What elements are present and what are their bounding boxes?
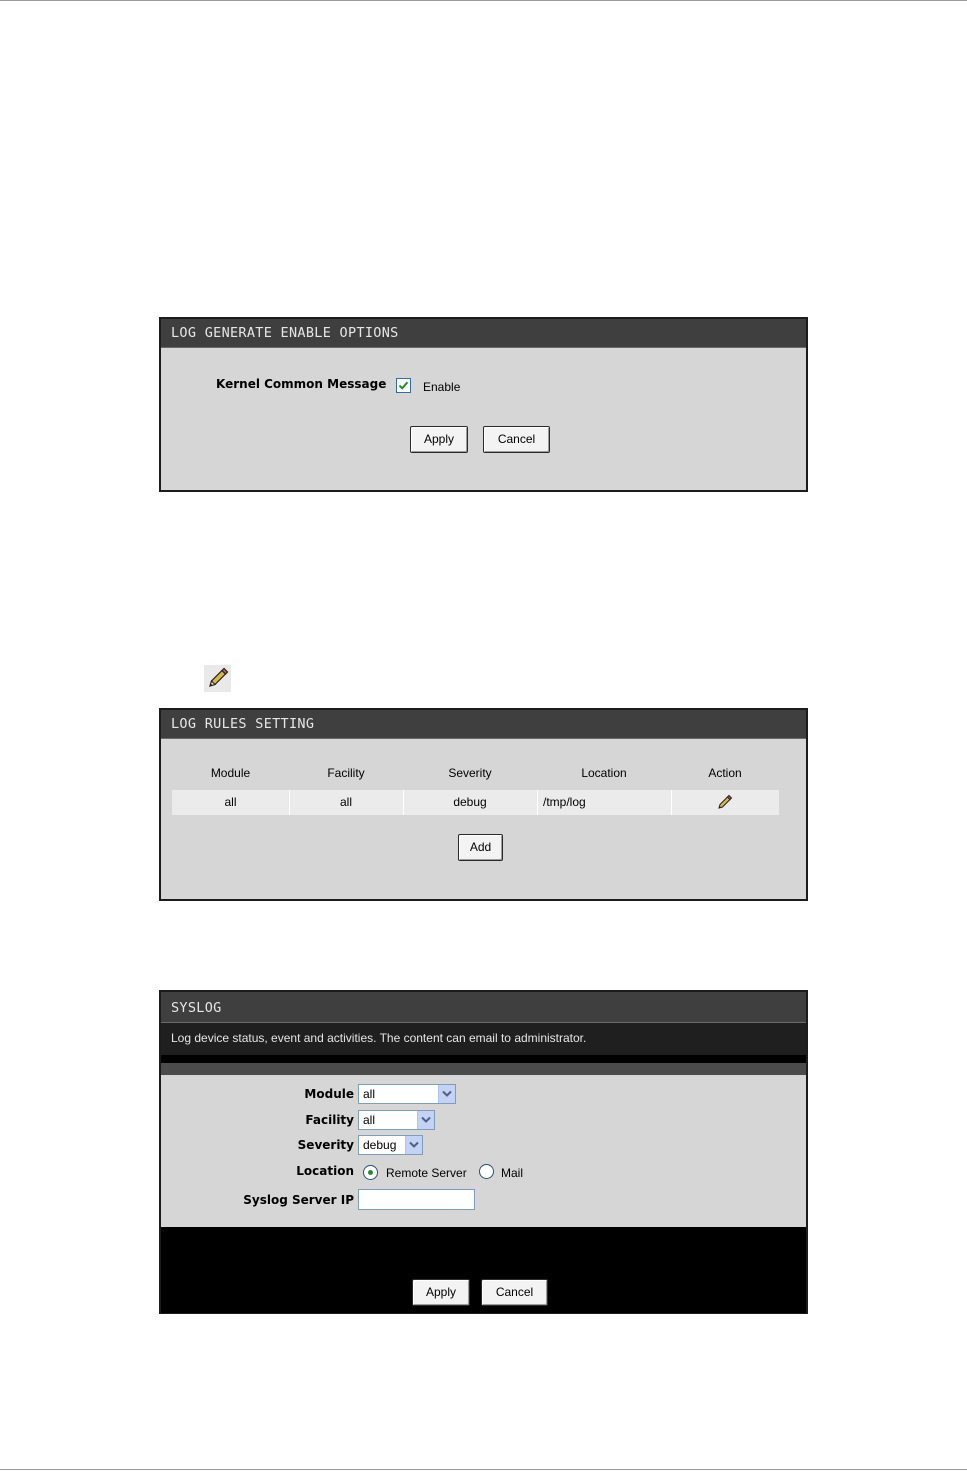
table-header-row	[172, 764, 779, 789]
syslog-title: SYSLOG	[161, 992, 806, 1023]
syslog-subheader	[161, 1063, 806, 1075]
syslog-footer	[161, 1227, 806, 1313]
module-select-value: all	[363, 1087, 376, 1101]
cell-action	[671, 790, 779, 815]
remote-server-label: Remote Server	[386, 1166, 467, 1180]
syslog-description: Log device status, event and activities. The content can email to administrator.	[161, 1023, 806, 1055]
log-generate-title: LOG GENERATE ENABLE OPTIONS	[161, 319, 806, 348]
location-label: Location	[296, 1164, 354, 1178]
syslog-apply-button[interactable]: Apply	[412, 1279, 470, 1306]
column-header-action: Action	[708, 766, 742, 780]
check-icon	[398, 380, 409, 391]
severity-label: Severity	[297, 1138, 354, 1152]
severity-select-value: debug	[363, 1138, 397, 1152]
cell-module: all	[224, 795, 237, 809]
cell-location: /tmp/log	[543, 795, 586, 809]
chevron-down-icon	[417, 1111, 434, 1129]
syslog-cancel-button[interactable]: Cancel	[481, 1279, 548, 1306]
syslog-form	[161, 1075, 806, 1227]
pencil-icon	[204, 665, 231, 692]
syslog-divider	[161, 1055, 806, 1063]
column-header-severity: Severity	[448, 766, 492, 780]
log-rules-title: LOG RULES SETTING	[161, 710, 806, 739]
severity-select[interactable]	[358, 1135, 423, 1155]
log-generate-cancel-button[interactable]: Cancel	[483, 426, 550, 453]
facility-label: Facility	[305, 1113, 354, 1127]
enable-label: Enable	[423, 380, 461, 394]
syslog-server-ip-label: Syslog Server IP	[243, 1193, 354, 1207]
log-rules-table	[172, 764, 779, 815]
column-header-facility: Facility	[327, 766, 365, 780]
module-select[interactable]	[358, 1084, 456, 1104]
cell-divider	[537, 790, 538, 815]
chevron-down-icon	[405, 1136, 422, 1154]
syslog-panel	[159, 990, 808, 1314]
facility-select[interactable]	[358, 1110, 435, 1130]
table-row	[172, 790, 779, 815]
radio-selected-dot	[368, 1170, 373, 1175]
column-header-module: Module	[210, 766, 251, 780]
edit-pencil-icon[interactable]	[716, 793, 734, 811]
mail-radio[interactable]	[479, 1164, 494, 1179]
column-header-location: Location	[581, 766, 627, 780]
log-rules-add-button[interactable]: Add	[458, 834, 503, 861]
mail-label: Mail	[501, 1166, 524, 1180]
chevron-down-icon	[438, 1085, 455, 1103]
log-rules-panel	[159, 708, 808, 901]
log-generate-apply-button[interactable]: Apply	[410, 426, 468, 453]
syslog-server-ip-input[interactable]	[358, 1189, 475, 1210]
remote-server-radio[interactable]	[363, 1165, 378, 1180]
cell-severity: debug	[453, 795, 487, 809]
module-label: Module	[304, 1087, 354, 1101]
bottom-rule	[0, 1469, 967, 1470]
log-generate-panel	[159, 317, 808, 492]
kernel-common-message-label: Kernel Common Message	[216, 377, 387, 391]
top-rule	[0, 0, 967, 1]
enable-checkbox[interactable]	[396, 378, 411, 393]
cell-facility: all	[339, 795, 352, 809]
facility-select-value: all	[363, 1113, 376, 1127]
